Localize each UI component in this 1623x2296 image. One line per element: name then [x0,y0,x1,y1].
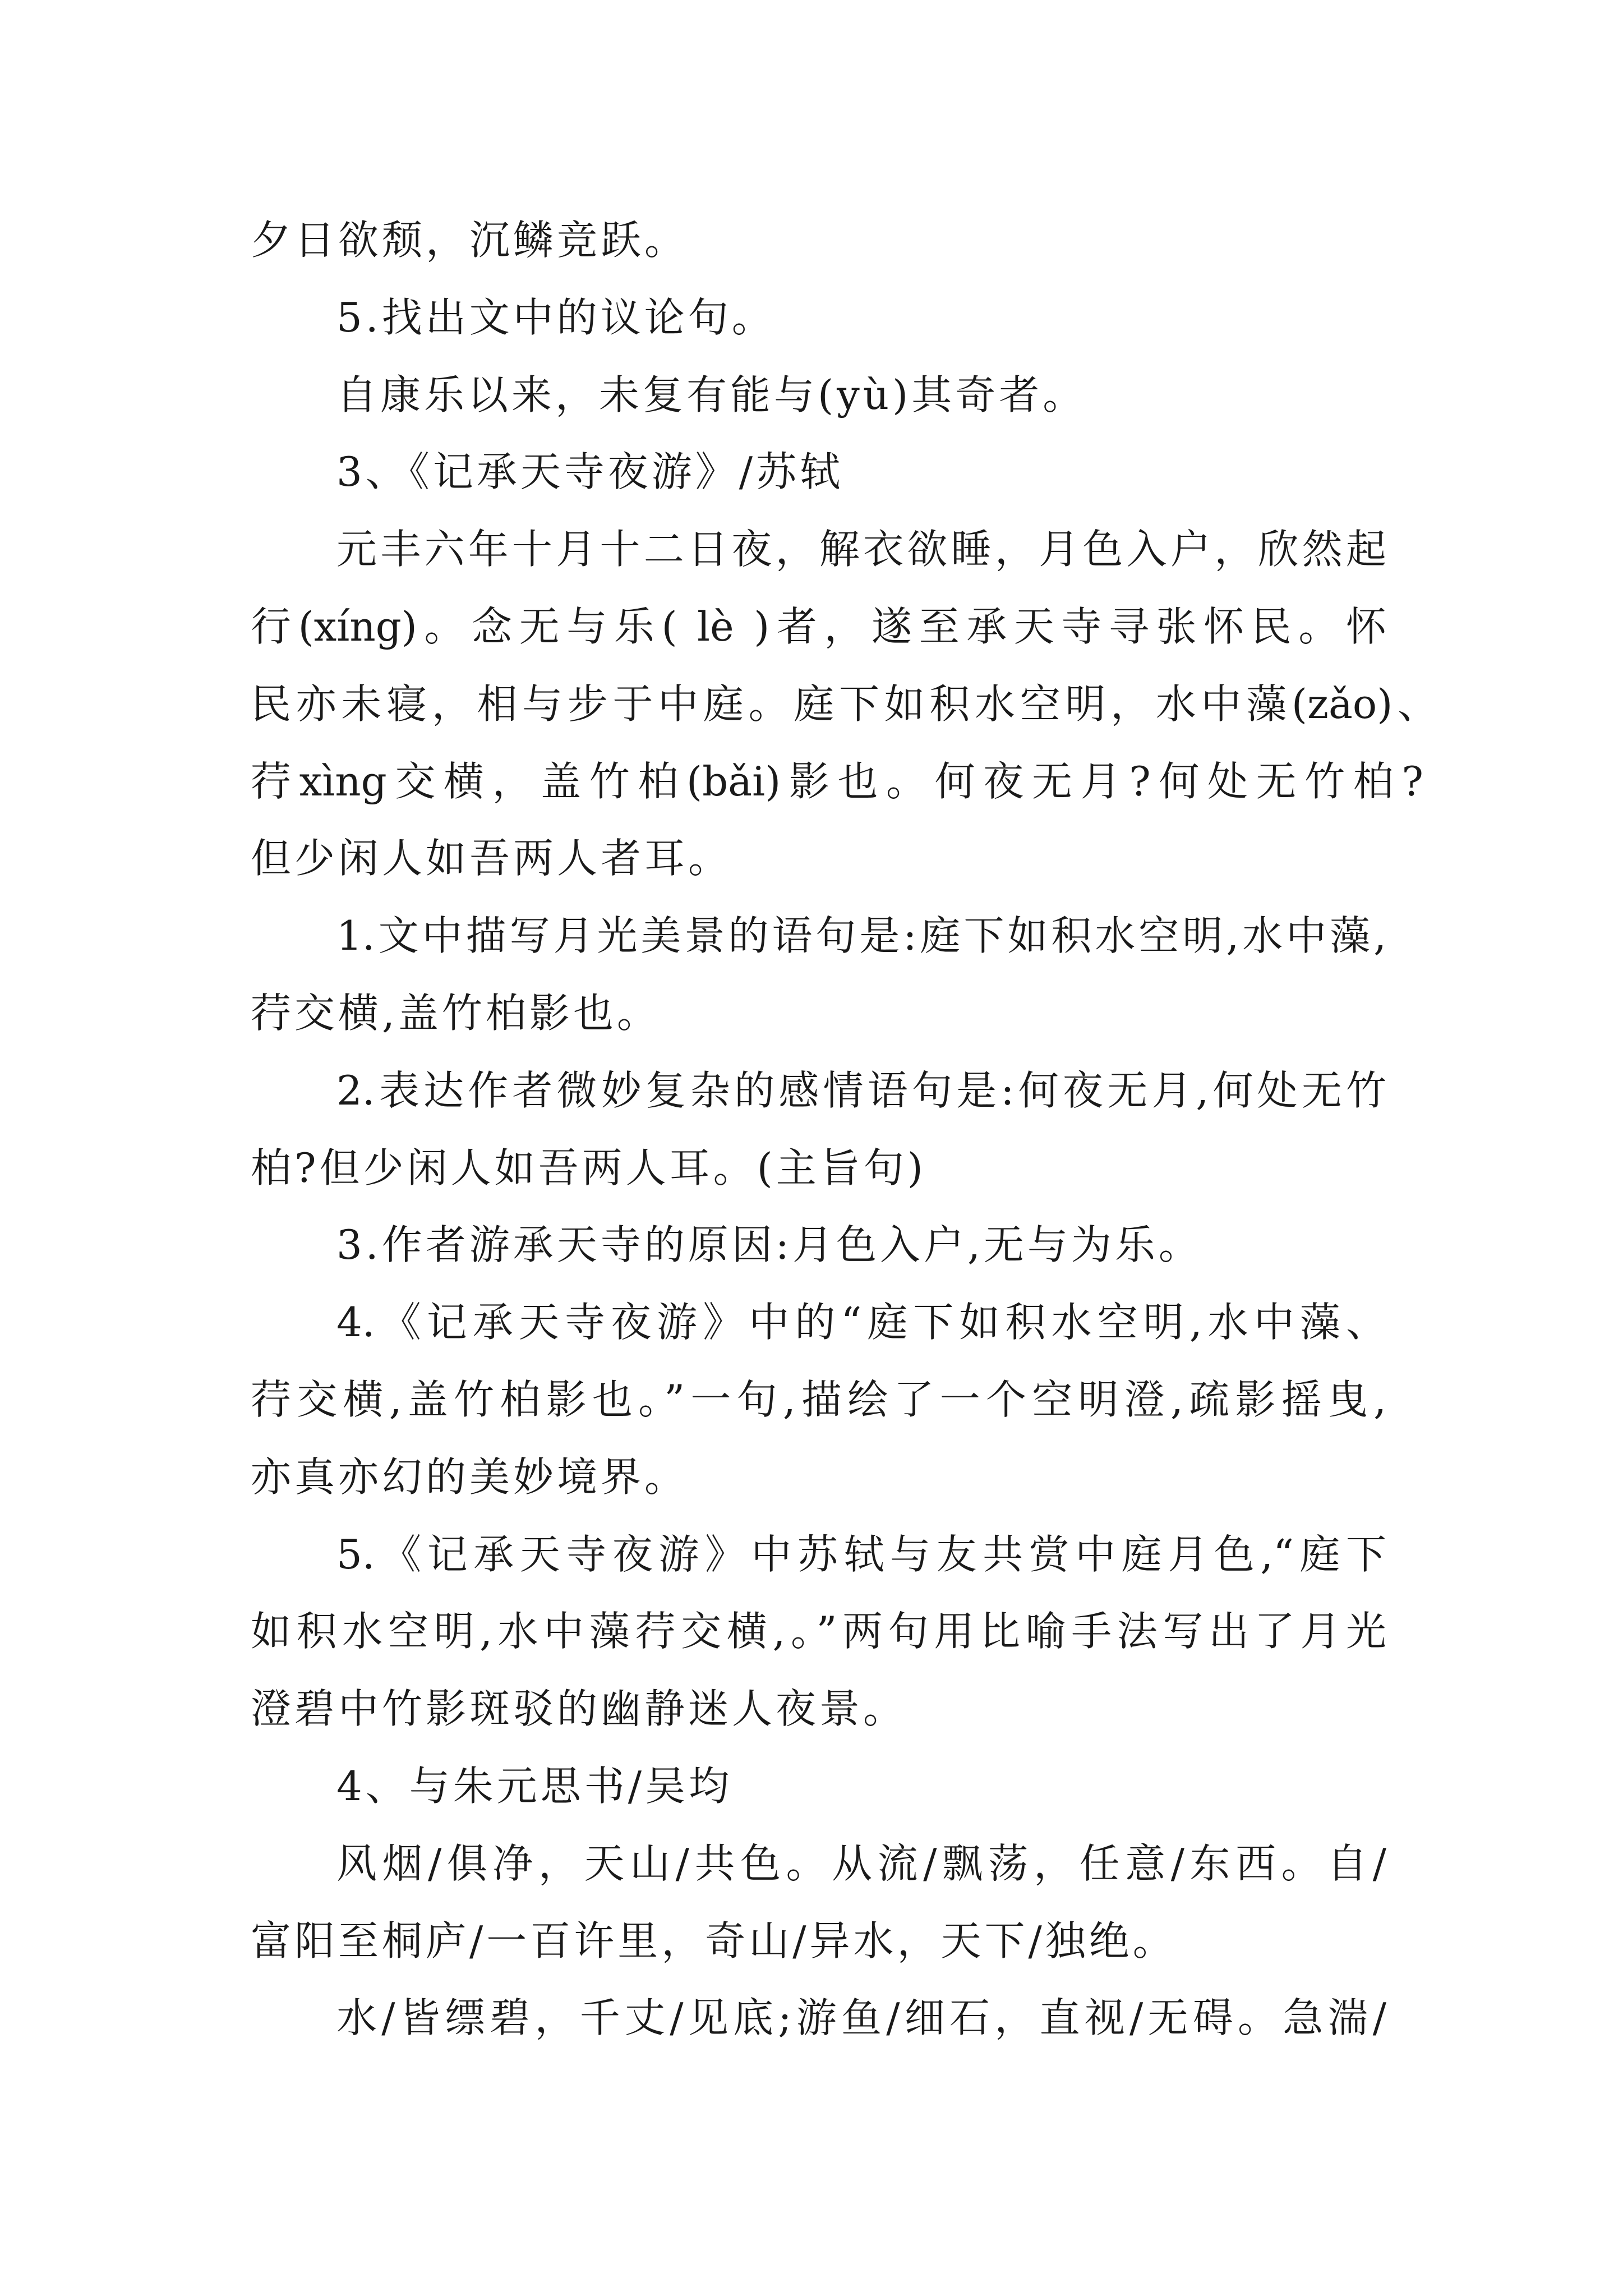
question-line: 荇交横,盖竹柏影也。 [251,989,661,1037]
passage-line: 但少闲人如吾两人者耳。 [251,835,732,882]
passage-line: 水/皆缥碧，千丈/见底;游鱼/细石，直视/无碍。急湍/ [336,1994,1386,2042]
document-page [0,202,1623,2057]
question-line: 柏?但少闲人如吾两人耳。(主旨句) [251,1144,926,1191]
question-line: 荇交横,盖竹柏影也。”一句,描绘了一个空明澄,疏影摇曳, [251,1375,1386,1423]
question-line: 4.《记承天寺夜游》中的“庭下如积水空明,水中藻、 [336,1299,1386,1346]
question-line: 5.《记承天寺夜游》中苏轼与友共赏中庭月色,“庭下 [336,1530,1386,1578]
passage-line: 富阳至桐庐/一百许里，奇山/异水，天下/独绝。 [251,1917,1177,1964]
question-line: 3.作者游承天寺的原因:月色入户,无与为乐。 [336,1221,1202,1269]
passage-line: 荇xìng交横，盖竹柏(bǎi)影也。何夜无月?何处无竹柏? [251,757,1423,805]
passage-line: 民亦未寝，相与步于中庭。庭下如积水空明，水中藻(zǎo)、 [251,680,1438,728]
question-line: 2.表达作者微妙复杂的感情语句是:何夜无月,何处无竹 [336,1066,1386,1114]
question-line: 澄碧中竹影斑驳的幽静迷人夜景。 [251,1685,907,1733]
question-line: 1.文中描写月光美景的语句是:庭下如积水空明,水中藻, [336,912,1386,960]
question-line: 亦真亦幻的美妙境界。 [251,1453,689,1501]
passage-line: 风烟/俱净，天山/共色。从流/飘荡，任意/东西。自/ [336,1839,1386,1887]
passage-line: 元丰六年十月十二日夜，解衣欲睡，月色入户，欣然起 [336,526,1386,573]
section-heading: 3、《记承天寺夜游》/苏轼 [336,448,844,496]
section-heading: 4、与朱元思书/吴均 [336,1762,733,1810]
question-line: 如积水空明,水中藻荇交横,。”两句用比喻手法写出了月光 [251,1608,1386,1655]
passage-line: 夕日欲颓，沉鳞竞跃。 [251,217,689,264]
passage-line: 行(xíng)。念无与乐( lè )者，遂至承天寺寻张怀民。怀 [251,602,1386,650]
answer-line: 自康乐以来，未复有能与(yù)其奇者。 [336,371,1087,418]
question-line: 5.找出文中的议论句。 [336,293,776,341]
